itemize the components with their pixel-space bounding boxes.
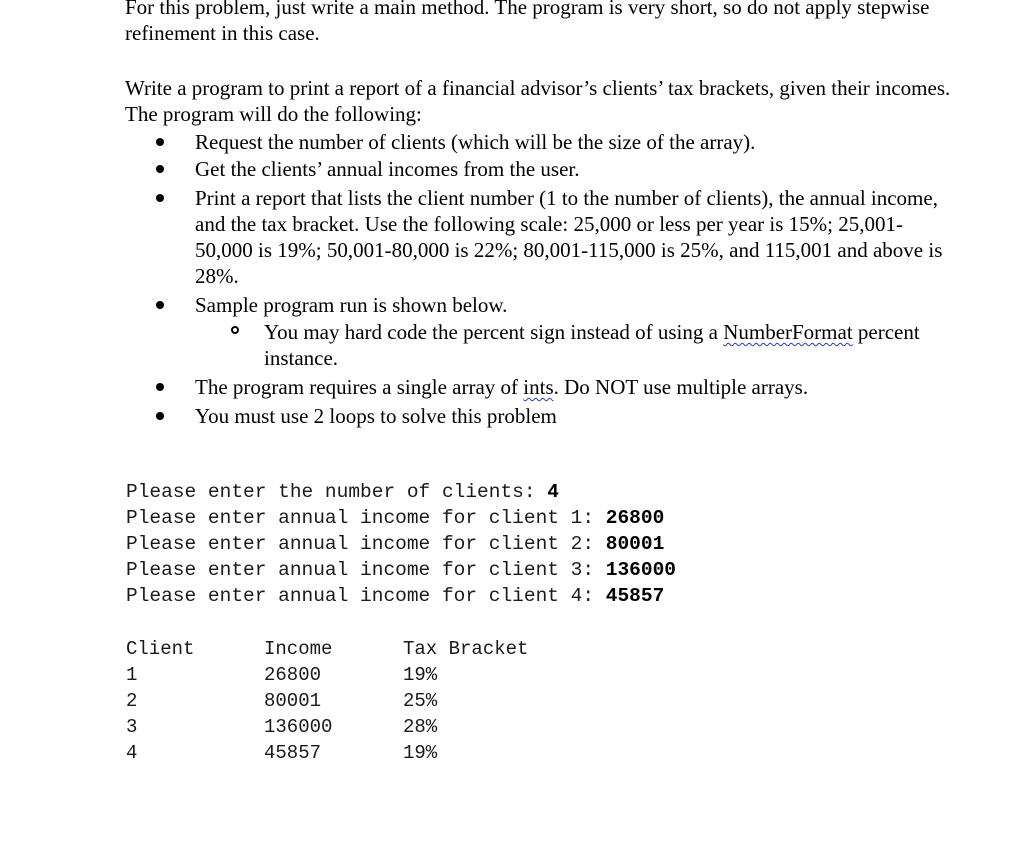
list-item (195, 129, 955, 155)
bullet-text: Sample program run is shown below. (195, 293, 508, 317)
console-line (126, 531, 664, 557)
console-input-value: 26800 (605, 507, 665, 529)
console-prompt: Please enter annual income for client 4: (126, 585, 606, 607)
table-cell-bracket: 28% (403, 716, 438, 738)
sub-bullet-text-after: percent instance. (264, 320, 920, 370)
list-item (195, 292, 955, 318)
table-cell-income: 45857 (264, 742, 322, 764)
list-item (195, 185, 955, 289)
list-item (195, 374, 955, 400)
table-cell-client: 2 (126, 690, 138, 712)
bullet-text-before: The program requires a single array of (195, 375, 524, 399)
table-cell-income: 26800 (264, 664, 322, 686)
console-prompt: Please enter the number of clients: (126, 481, 548, 503)
bullet-icon (156, 165, 164, 173)
bullet-icon (156, 383, 164, 391)
table-cell-income: 80001 (264, 690, 322, 712)
bullet-icon (156, 301, 164, 309)
intro-paragraph: For this problem, just write a main method. The program is very short, so do not apply stepwise refinement in this case. (125, 0, 930, 45)
bullet-text: You must use 2 loops to solve this problem (195, 404, 557, 428)
console-prompt: Please enter annual income for client 3: (126, 559, 606, 581)
table-cell-income: 136000 (264, 716, 333, 738)
console-line (126, 479, 559, 505)
console-input-value: 45857 (605, 585, 665, 607)
circle-bullet-icon (231, 326, 239, 334)
sub-list-item (264, 319, 954, 371)
table-cell-client: 1 (126, 664, 138, 686)
list-item (195, 156, 955, 182)
console-prompt: Please enter annual income for client 2: (126, 533, 606, 555)
column-header-client: Client (126, 638, 195, 660)
bullet-icon (156, 138, 164, 146)
column-header-tax-bracket: Tax Bracket (403, 638, 529, 660)
task-paragraph: Write a program to print a report of a financial advisor’s clients’ tax brackets, given their incomes. The program will do the following: (125, 76, 951, 126)
bullet-text-after: . Do NOT use multiple arrays. (553, 375, 809, 399)
table-cell-client: 3 (126, 716, 138, 738)
bullet-text: Get the clients’ annual incomes from the user. (195, 157, 580, 181)
table-cell-client: 4 (126, 742, 138, 764)
column-header-income: Income (264, 638, 333, 660)
console-line (126, 583, 664, 609)
console-input-value: 136000 (605, 559, 676, 581)
bullet-text: Print a report that lists the client number (1 to the number of clients), the annual income, and the tax bracket. Use the following scale: 25,000 or less per year is 15%; 25,001-50,000 is 19%; 50,001-80,000 is 22%; 80,001-115,000 is 25%, and 115,001 and above is 28%. (195, 186, 943, 288)
table-cell-bracket: 19% (403, 664, 438, 686)
console-prompt: Please enter annual income for client 1: (126, 507, 606, 529)
table-cell-bracket: 19% (403, 742, 438, 764)
console-input-value: 4 (547, 481, 559, 503)
sub-bullet-text-before: You may hard code the percent sign instead of using a (264, 320, 724, 344)
table-cell-bracket: 25% (403, 690, 438, 712)
bullet-icon (156, 194, 164, 202)
bullet-icon (156, 412, 164, 420)
spellcheck-underlined-term: ints (523, 375, 554, 399)
console-line (126, 557, 676, 583)
console-line (126, 505, 664, 531)
console-input-value: 80001 (605, 533, 665, 555)
spellcheck-underlined-term: NumberFormat (723, 320, 853, 344)
bullet-text: Request the number of clients (which will be the size of the array). (195, 130, 756, 154)
list-item (195, 403, 955, 429)
